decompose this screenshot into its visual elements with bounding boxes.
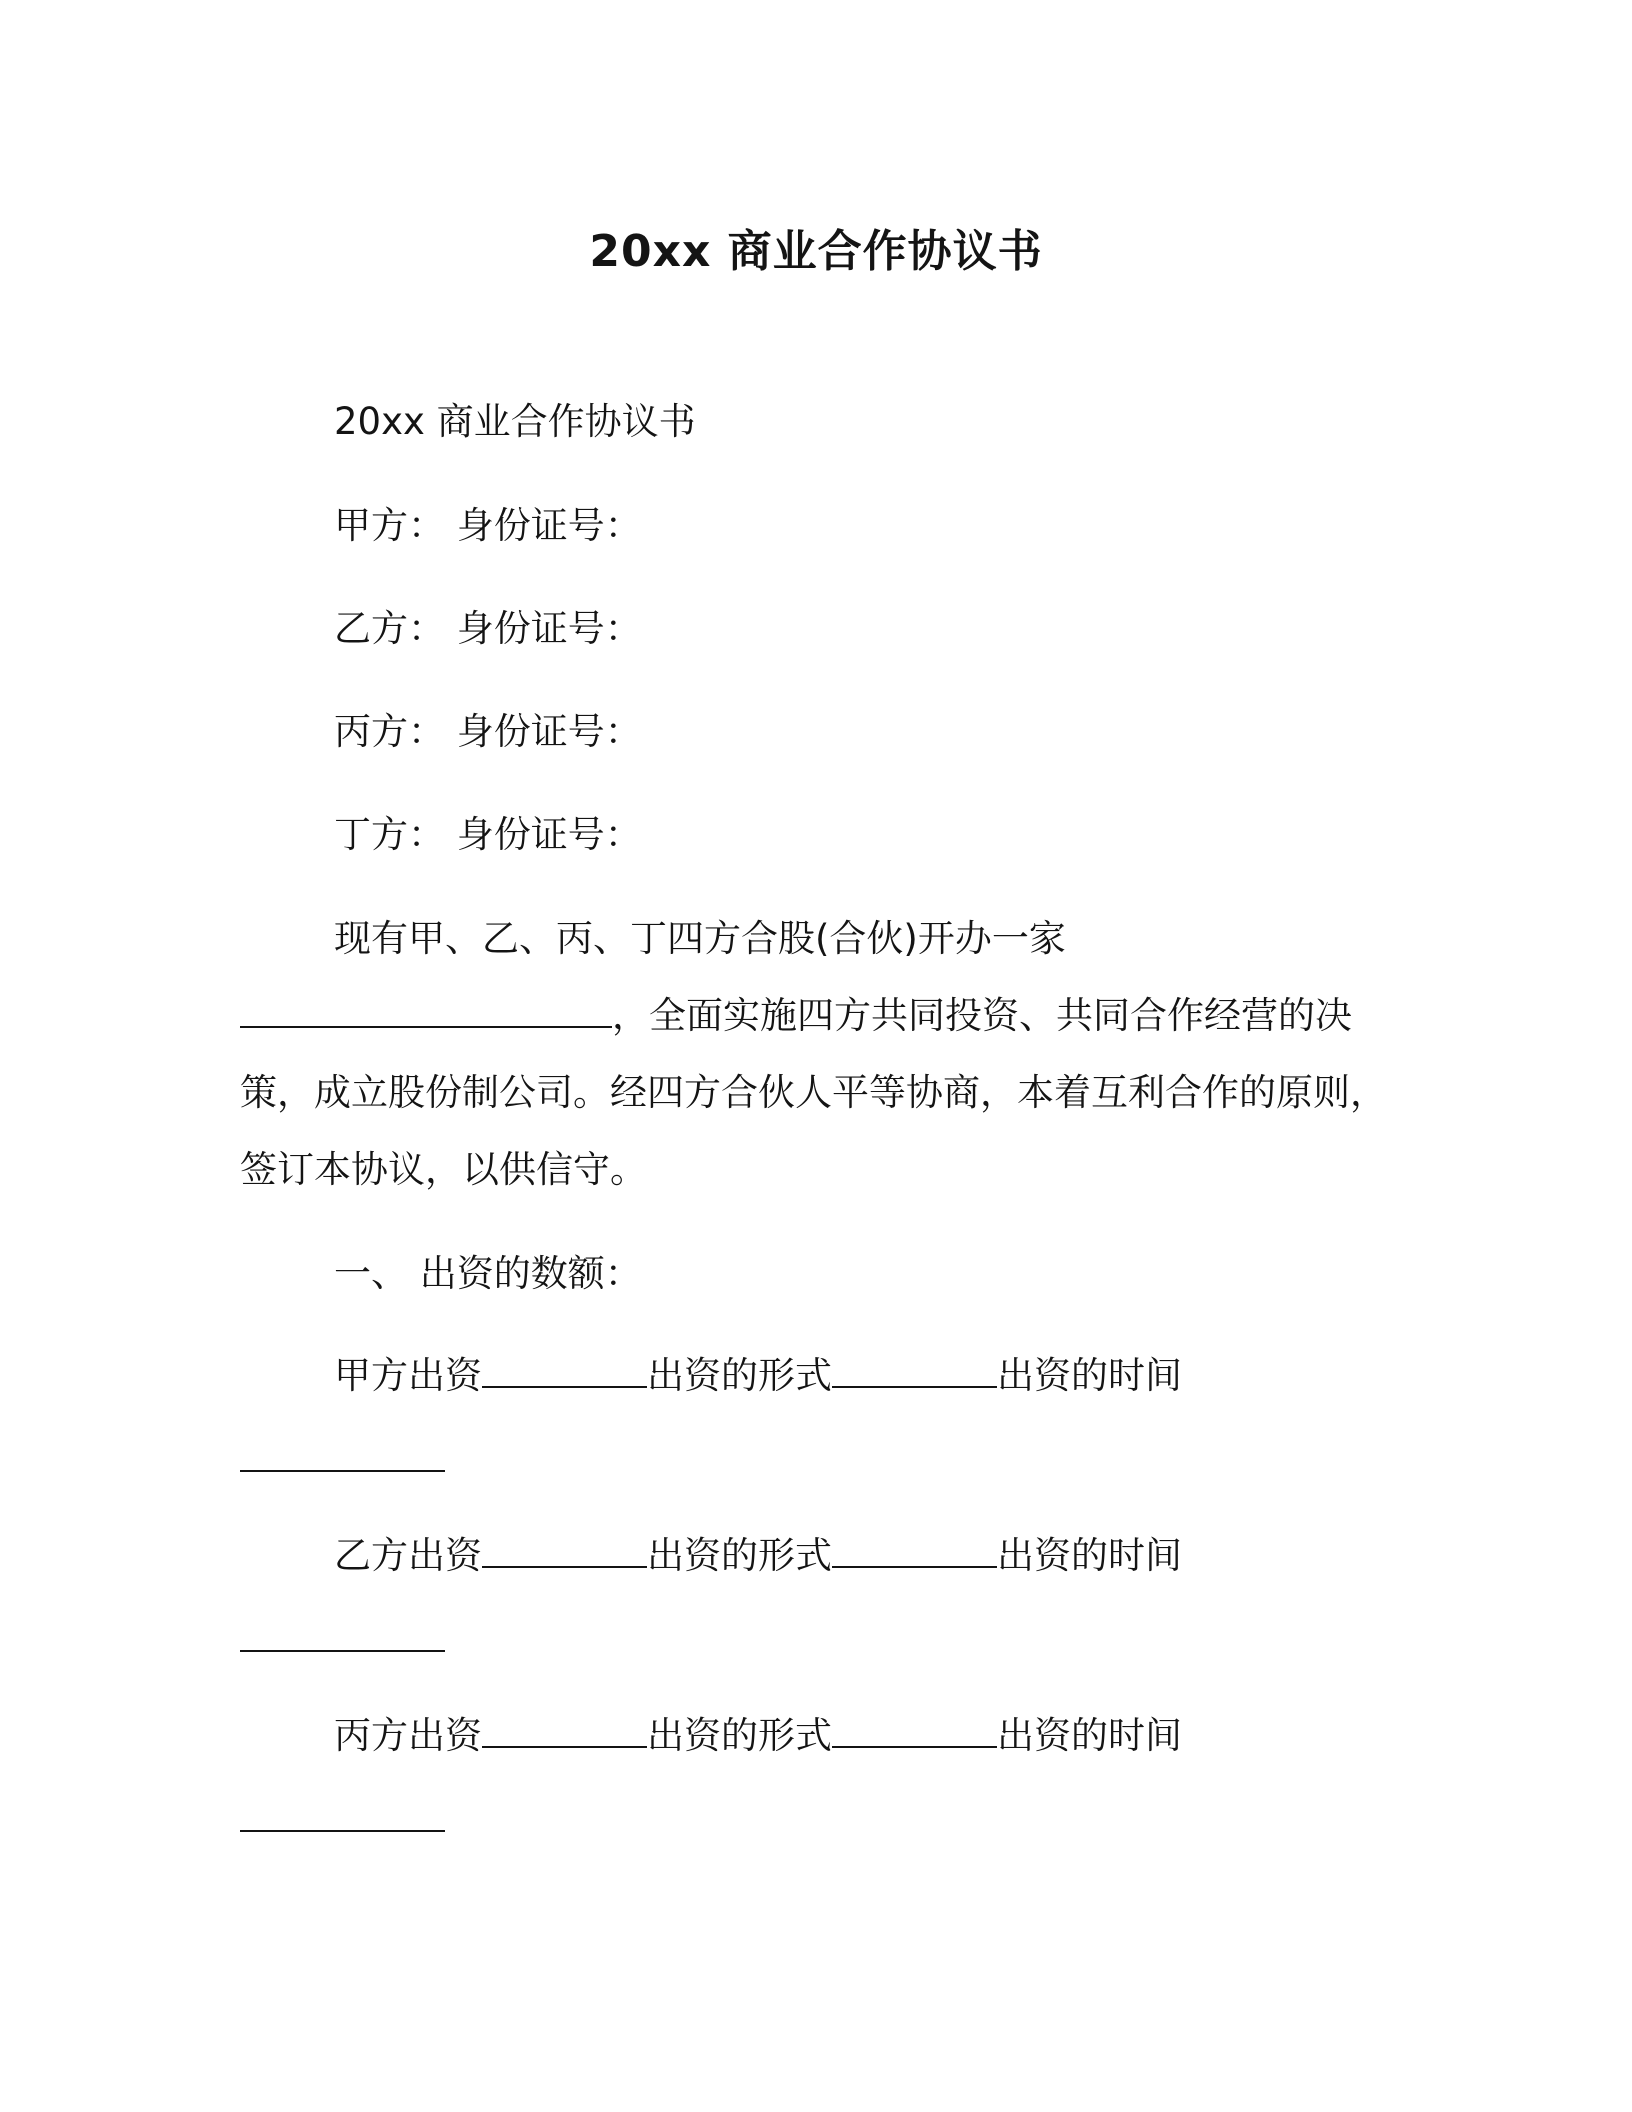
form-blank[interactable]	[832, 1354, 997, 1388]
form-blank[interactable]	[832, 1534, 997, 1568]
contribution-party: 丙方出资	[334, 1714, 482, 1757]
id-label: 身份证号：	[456, 813, 642, 856]
time-blank[interactable]	[240, 1798, 445, 1832]
id-label: 身份证号：	[456, 504, 642, 547]
time-blank-line-c	[240, 1794, 445, 1846]
document-subtitle: 20xx 商业合作协议书	[334, 400, 696, 443]
company-name-blank[interactable]	[240, 994, 612, 1028]
party-label: 甲方：	[334, 504, 445, 547]
form-label: 出资的形式	[647, 1534, 832, 1577]
time-blank-line-a	[240, 1434, 445, 1486]
party-label: 丁方：	[334, 813, 445, 856]
party-label: 丙方：	[334, 710, 445, 753]
time-label: 出资的时间	[997, 1354, 1182, 1397]
time-blank[interactable]	[240, 1438, 445, 1472]
time-blank-line-b	[240, 1614, 445, 1666]
form-blank[interactable]	[832, 1714, 997, 1748]
contribution-line-b	[334, 1530, 1182, 1582]
party-line-c	[334, 706, 642, 758]
contribution-party: 甲方出资	[334, 1354, 482, 1397]
time-label: 出资的时间	[997, 1714, 1182, 1757]
intro-line-4: 签订本协议，以供信守。	[240, 1148, 647, 1191]
party-line-b	[334, 603, 642, 655]
party-line-d	[334, 809, 642, 861]
amount-blank[interactable]	[482, 1534, 647, 1568]
time-blank[interactable]	[240, 1618, 445, 1652]
contribution-line-a	[334, 1350, 1182, 1402]
amount-blank[interactable]	[482, 1714, 647, 1748]
intro-line-1: 现有甲、乙、丙、丁四方合股(合伙)开办一家	[334, 917, 1066, 960]
id-label: 身份证号：	[456, 607, 642, 650]
time-label: 出资的时间	[997, 1534, 1182, 1577]
intro-line-2-text: ，全面实施四方共同投资、共同合作经营的决	[612, 994, 1352, 1037]
form-label: 出资的形式	[647, 1354, 832, 1397]
intro-line-2	[240, 990, 1352, 1042]
contribution-line-c	[334, 1710, 1182, 1762]
intro-line-3: 策，成立股份制公司。经四方合伙人平等协商，本着互利合作的原则，	[240, 1071, 1387, 1114]
contribution-party: 乙方出资	[334, 1534, 482, 1577]
section-heading: 一、 出资的数额：	[334, 1252, 642, 1295]
id-label: 身份证号：	[456, 710, 642, 753]
amount-blank[interactable]	[482, 1354, 647, 1388]
party-label: 乙方：	[334, 607, 445, 650]
party-line-a	[334, 500, 642, 552]
form-label: 出资的形式	[647, 1714, 832, 1757]
document-title: 20xx 商业合作协议书	[589, 226, 1043, 277]
